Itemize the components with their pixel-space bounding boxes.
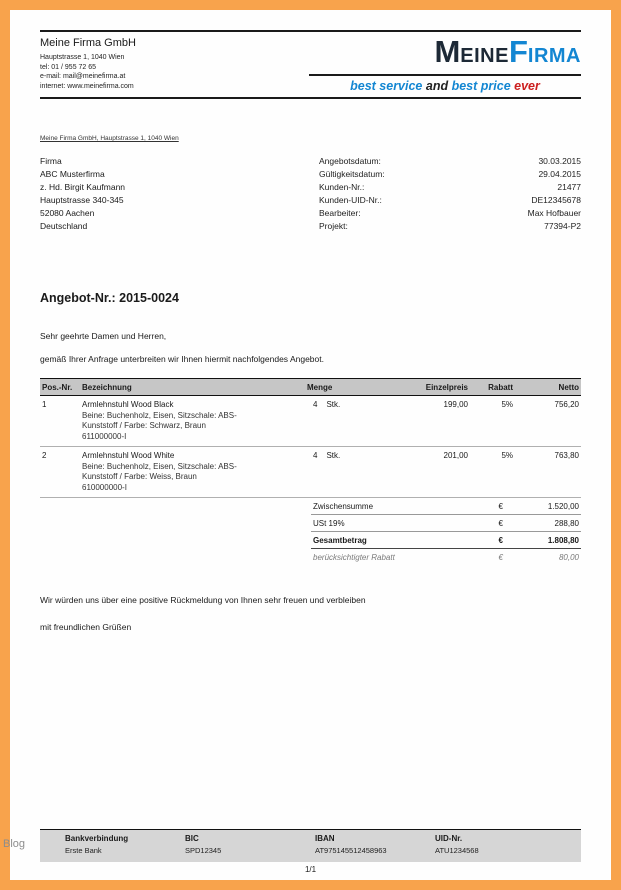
meta-row [319,207,581,220]
item-quantity: 4 Stk. [305,447,380,498]
meta-value: 29.04.2015 [538,169,581,179]
total-label: Zwischensumme [311,498,447,515]
recipient-line: 52080 Aachen [40,208,95,218]
item-net: 756,20 [515,396,581,447]
total-label: USt 19% [311,515,447,532]
bank-info-bar [40,829,581,862]
item-description [80,396,305,447]
intro-text: gemäß Ihrer Anfrage unterbreiten wir Ihnen hiermit nachfolgendes Angebot. [40,354,324,364]
item-name: Armlehnstuhl Wood White [82,451,175,460]
total-value: 1.520,00 [505,498,581,515]
items-header-row [40,379,581,396]
currency-symbol: € [447,515,505,532]
footer-col-uid [435,834,479,855]
total-value: 288,80 [505,515,581,532]
item-pos: 1 [40,396,80,447]
meta-row [319,168,581,181]
footer-col-bank [40,834,185,855]
offer-meta-block [319,155,581,233]
item-name: Armlehnstuhl Wood Black [82,400,174,409]
salutation: Sehr geehrte Damen und Herren, [40,331,167,341]
tax-row [311,515,581,532]
tagline-best-price: best price [451,79,511,93]
item-discount: 5% [470,396,515,447]
item-unit-price: 201,00 [380,447,470,498]
col-header-pos: Pos.-Nr. [40,379,80,396]
company-tagline [309,76,581,93]
meta-value: 77394-P2 [544,221,581,231]
item-description [80,447,305,498]
currency-symbol: € [498,552,503,562]
meta-value: 21477 [557,182,581,192]
recipient-line: Deutschland [40,221,88,231]
item-row [40,396,581,447]
watermark-text: Blog [3,838,26,850]
item-discount: 5% [470,447,515,498]
meta-row [319,181,581,194]
company-name: Meine Firma GmbH [40,37,136,49]
meta-value: DE12345678 [531,195,581,205]
footer-value: SPD12345 [185,846,222,855]
closing-text: Wir würden uns über eine positive Rückmeldung von Ihnen sehr freuen und verbleiben [40,595,366,605]
discount-note-row [311,549,581,566]
item-quantity: 4 Stk. [305,396,380,447]
footer-label: Bankverbindung [65,834,129,843]
item-detail: Beine: Buchenholz, Eisen, Sitzschale: ABS- [82,410,237,420]
sender-return-address: Meine Firma GmbH, Hauptstrasse 1, 1040 Wien [40,135,179,142]
footer-value: AT975145512458963 [315,846,387,855]
tagline-ever: ever [514,79,540,93]
footer-col-iban [315,834,435,855]
col-header-rabatt: Rabatt [470,379,515,396]
recipient-line: ABC Musterfirma [40,169,105,179]
meta-value: Max Hofbauer [527,208,581,218]
logo-letter-m: M [434,34,461,69]
totals-table [311,498,581,565]
total-label: Gesamtbetrag [311,532,447,549]
meta-row [319,155,581,168]
company-phone: tel: 01 / 955 72 65 [40,63,97,71]
total-value: 1.808,80 [505,532,581,549]
company-email: e-mail: mail@meinefirma.at [40,73,126,80]
item-detail: Beine: Buchenholz, Eisen, Sitzschale: ABS- [82,461,237,471]
company-info-block [40,37,136,91]
footer-col-bic [185,834,315,855]
document-header [40,30,581,99]
logo-letter-f: F [508,34,528,69]
closing-greeting: mit freundlichen Grüßen [40,622,132,632]
meta-value: 30.03.2015 [538,156,581,166]
offer-number-title: Angebot-Nr.: 2015-0024 [40,291,179,305]
address-meta-section [40,155,581,233]
footer-value: Erste Bank [65,846,102,855]
item-detail: 611000000-I [82,431,127,441]
company-logo [309,34,581,76]
document-page [10,10,611,880]
grand-total-row [311,532,581,549]
meta-label: Kunden-Nr.: [319,182,365,192]
meta-label: Bearbeiter: [319,208,361,218]
footer-label: BIC [185,834,199,843]
logo-text-irma: IRMA [527,45,581,67]
logo-text-eine: EINE [460,45,509,67]
meta-row [319,194,581,207]
col-header-netto: Netto [515,379,581,396]
col-header-bezeichnung: Bezeichnung [80,379,305,396]
logo-block [309,34,581,93]
totals-section [40,498,581,565]
currency-symbol: € [447,498,505,515]
page-number: 1/1 [304,865,317,874]
meta-label: Projekt: [319,221,348,231]
meta-label: Gültigkeitsdatum: [319,169,385,179]
tagline-best-service: best service [350,79,423,93]
footer-label: UID-Nr. [435,834,463,843]
subtotal-row [311,498,581,515]
document-footer [40,829,581,876]
item-row [40,447,581,498]
company-address: Hauptstrasse 1, 1040 Wien [40,54,125,61]
item-detail: Kunststoff / Farbe: Schwarz, Braun [82,421,206,430]
item-detail: 610000000-I [82,482,127,492]
recipient-line: Hauptstrasse 340-345 [40,195,124,205]
recipient-address [40,155,125,233]
footer-label: IBAN [315,834,335,843]
item-net: 763,80 [515,447,581,498]
total-value: 80,00 [558,552,579,562]
meta-row [319,220,581,233]
currency-symbol: € [447,532,505,549]
meta-label: Kunden-UID-Nr.: [319,195,382,205]
item-unit-price: 199,00 [380,396,470,447]
recipient-line: Firma [40,156,62,166]
company-website: internet: www.meinefirma.com [40,82,134,90]
meta-label: Angebotsdatum: [319,156,381,166]
items-table [40,378,581,498]
tagline-and: and [425,79,449,93]
item-pos: 2 [40,447,80,498]
col-header-menge: Menge [305,379,380,396]
item-detail: Kunststoff / Farbe: Weiss, Braun [82,472,197,481]
recipient-line: z. Hd. Birgit Kaufmann [40,182,126,192]
col-header-einzelpreis: Einzelpreis [380,379,470,396]
total-label: berücksichtigter Rabatt [313,552,395,562]
footer-value: ATU1234568 [435,846,479,855]
